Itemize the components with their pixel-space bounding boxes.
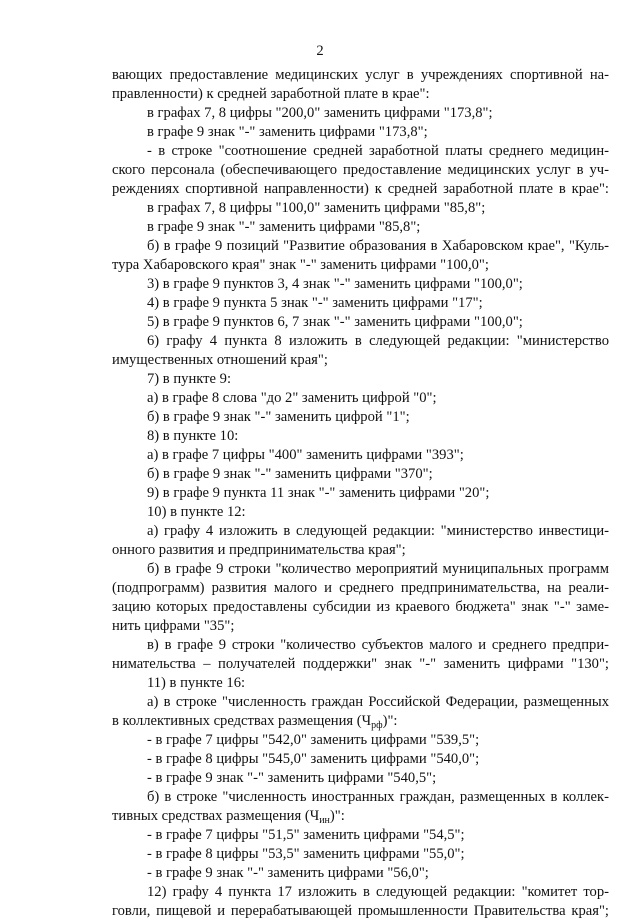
text-line: - в графе 7 цифры "51,5" заменить цифрами "54,5"; [147,827,465,843]
text-line: тура Хабаровского края" знак "-" заменить цифрами "100,0"; [112,257,489,273]
text-line: - в графе 8 цифры "53,5" заменить цифрами "55,0"; [147,846,465,862]
text-line: 9) в графе 9 пункта 11 знак "-" заменить цифрами "20"; [147,485,490,501]
text-line: 4) в графе 9 пункта 5 знак "-" заменить цифрами "17"; [147,295,483,311]
text-line: 10) в пункте 12: [147,504,246,520]
text-line: - в графе 8 цифры "545,0" заменить цифрами "540,0"; [147,751,480,767]
text-line: - в графе 9 знак "-" заменить цифрами "540,5"; [147,770,437,786]
text-line: - в графе 9 знак "-" заменить цифрами "56,0"; [147,865,429,881]
text-line: ского персонала (обеспечивающего предоставление медицинских услуг в уч- [112,162,609,178]
text-line: вающих предоставление медицинских услуг в учреждениях спортивной на- [112,67,609,83]
text-line: б) в графе 9 позиций "Развитие образования в Хабаровском крае", "Куль- [147,238,609,254]
text-line: 7) в пункте 9: [147,371,232,387]
text-line: - в строке "соотношение средней заработной платы среднего медицин- [147,143,609,159]
subscript-rf: рф [371,720,383,731]
text-line: б) в графе 9 строки "количество мероприятий муниципальных программ [147,561,609,577]
text-line: 6) графу 4 пункта 8 изложить в следующей редакции: "министерство [147,333,609,349]
text-line: б) в строке "численность иностранных граждан, размещенных в коллек- [147,789,609,805]
text-line: а) в графе 7 цифры "400" заменить цифрами "393"; [147,447,464,463]
text-line: 3) в графе 9 пунктов 3, 4 знак "-" заменить цифрами "100,0"; [147,276,523,292]
text-line: в графе 9 знак "-" заменить цифрами "85,8"; [147,219,421,235]
text-line: 11) в пункте 16: [147,675,246,691]
text-line: зацию которых предоставлены субсидии из краевого бюджета" знак "-" заме- [112,599,609,615]
text-line: а) в графе 8 слова "до 2" заменить цифрой "0"; [147,390,437,406]
text-fragment: )": [329,808,345,824]
text-line: - в графе 7 цифры "542,0" заменить цифрами "539,5"; [147,732,480,748]
text-line: реждениях спортивной направленности) к средней заработной плате в крае": [112,181,609,197]
text-line: говли, пищевой и перерабатывающей промышленности Правительства края"; [112,903,609,919]
text-line: (подпрограмм) развития малого и среднего предпринимательства, на реали- [112,580,609,596]
text-line: в) в графе 9 строки "количество субъектов малого и среднего предпри- [147,637,609,653]
text-line [112,712,397,731]
text-line [112,807,345,826]
text-line: 5) в графе 9 пунктов 6, 7 знак "-" заменить цифрами "100,0"; [147,314,523,330]
text-line: нимательства – получателей поддержки" знак "-" заменить цифрами "130"; [112,656,609,672]
text-fragment: в коллективных средствах размещения (Ч [112,713,372,729]
text-line: в графе 9 знак "-" заменить цифрами "173,8"; [147,124,428,140]
page-number: 2 [316,43,324,59]
text-line: имущественных отношений края"; [112,352,328,368]
text-line: б) в графе 9 знак "-" заменить цифрой "1"; [147,409,410,425]
text-fragment: )": [382,713,398,729]
text-line: б) в графе 9 знак "-" заменить цифрами "370"; [147,466,433,482]
text-line: а) в строке "численность граждан Российской Федерации, размещенных [147,694,609,710]
text-line: а) графу 4 изложить в следующей редакции: "министерство инвестици- [147,523,609,539]
subscript-in: ин [319,815,330,826]
text-line: в графах 7, 8 цифры "100,0" заменить цифрами "85,8"; [147,200,486,216]
text-line: правленности) к средней заработной плате в крае": [112,86,430,102]
text-line: онного развития и предпринимательства края"; [112,542,406,558]
text-line: 12) графу 4 пункта 17 изложить в следующей редакции: "комитет тор- [147,884,609,900]
text-fragment: тивных средствах размещения (Ч [112,808,320,824]
text-line: нить цифрами "35"; [112,618,235,634]
text-line: в графах 7, 8 цифры "200,0" заменить цифрами "173,8"; [147,105,493,121]
text-line: 8) в пункте 10: [147,428,239,444]
